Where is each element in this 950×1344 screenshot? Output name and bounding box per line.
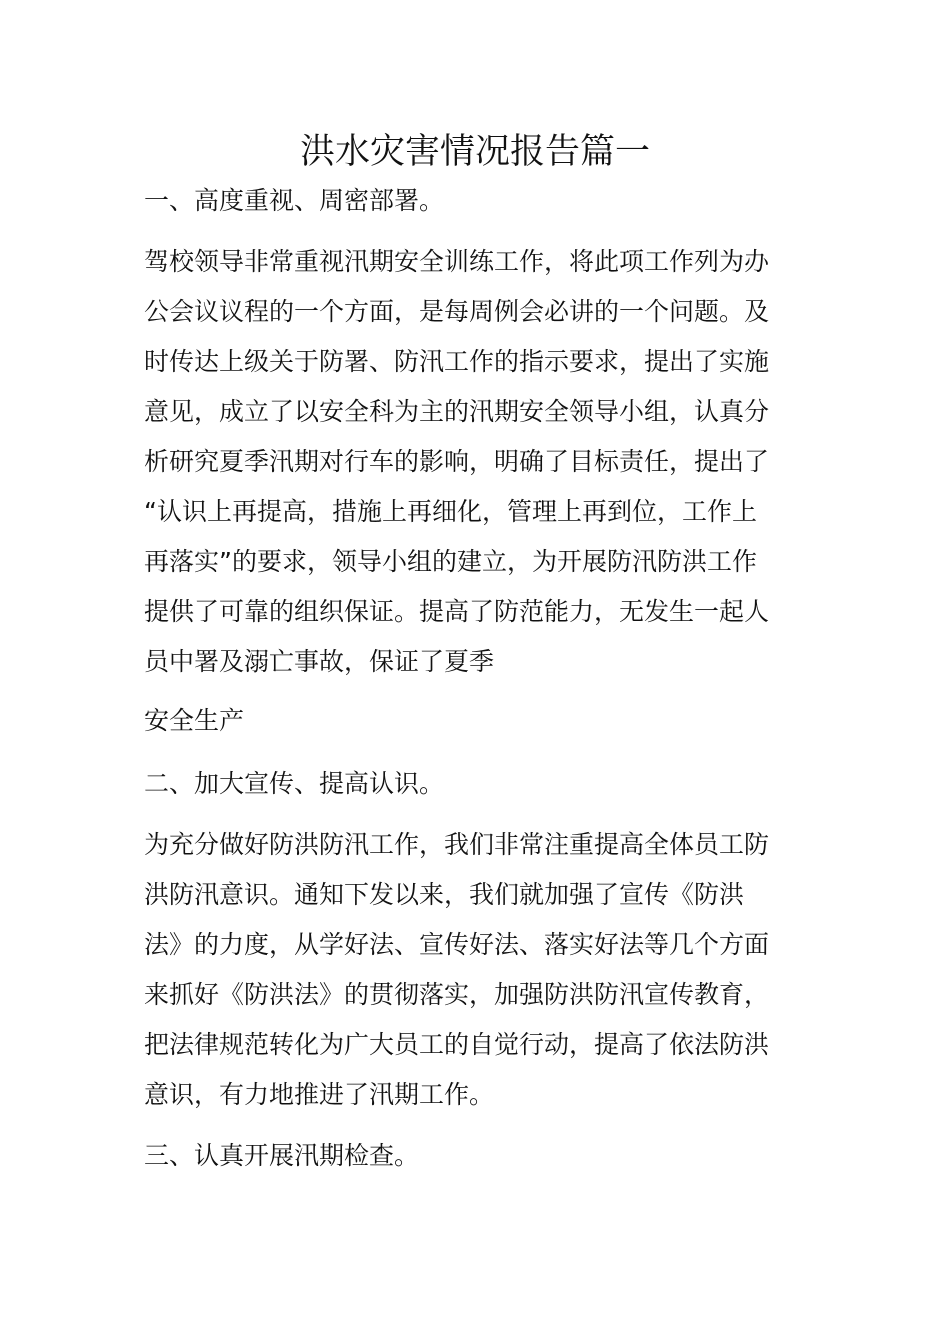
paragraph-line: 意见，成立了以安全科为主的汛期安全领导小组，认真分 <box>144 397 770 426</box>
section-heading-1 <box>144 176 788 226</box>
paragraph-line: 时传达上级关于防署、防汛工作的指示要求，提出了实施 <box>144 347 770 376</box>
paragraph-line: 提供了可靠的组织保证。提高了防范能力，无发生一起人 <box>144 597 770 626</box>
paragraph-line: 来抓好《防洪法》的贯彻落实，加强防洪防汛宣传教育， <box>144 980 770 1009</box>
paragraph-line: 再落实”的要求，领导小组的建立，为开展防汛防洪工作 <box>144 547 757 576</box>
paragraph-line: 驾校领导非常重视汛期安全训练工作，将此项工作列为办 <box>144 247 770 276</box>
paragraph-line: 公会议议程的一个方面，是每周例会必讲的一个问题。及 <box>144 297 770 326</box>
paragraph-line: 析研究夏季汛期对行车的影响，明确了目标责任，提出了 <box>144 447 770 476</box>
section-heading-3 <box>144 1131 788 1181</box>
document-title: 洪水灾害情况报告篇一 <box>299 132 650 172</box>
section-heading-2 <box>144 759 788 809</box>
paragraph-line: “认识上再提高，措施上再细化，管理上再到位，工作上 <box>144 497 757 526</box>
paragraph-line: 意识，有力地推进了汛期工作。 <box>144 1080 495 1109</box>
paragraph-1-tail <box>144 696 788 746</box>
paragraph-1 <box>144 237 788 687</box>
paragraph-line: 为充分做好防洪防汛工作，我们非常注重提高全体员工防 <box>144 830 770 859</box>
paragraph-2 <box>144 820 788 1120</box>
paragraph-line: 员中署及溺亡事故，保证了夏季 <box>144 647 495 676</box>
section-heading-text: 二、加大宣传、提高认识。 <box>144 769 445 798</box>
paragraph-line: 洪防汛意识。通知下发以来，我们就加强了宣传《防洪 <box>144 880 745 909</box>
section-heading-text: 三、认真开展汛期检查。 <box>144 1141 420 1170</box>
paragraph-line: 安全生产 <box>144 706 245 735</box>
paragraph-line: 法》的力度，从学好法、宣传好法、落实好法等几个方面 <box>144 930 770 959</box>
paragraph-line: 把法律规范转化为广大员工的自觉行动，提高了依法防洪 <box>144 1030 770 1059</box>
section-heading-text: 一、高度重视、周密部署。 <box>144 186 445 215</box>
